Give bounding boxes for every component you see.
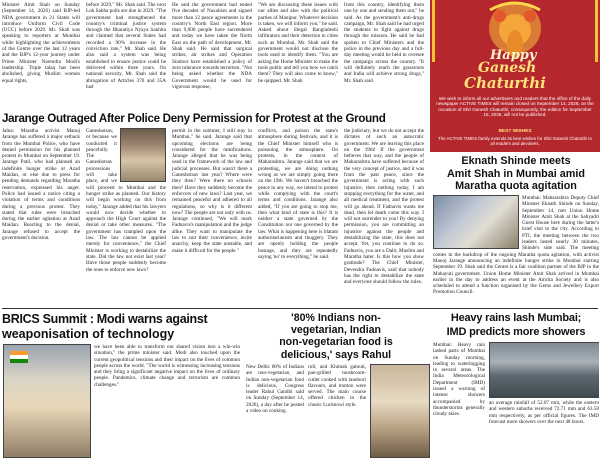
jarange-headline: Jarange Outraged After Police Deny Permission for Protest at the Ground (2, 112, 386, 125)
indians-col-2: roll, and Khimah galouti, pan-grilled mushroom-cutlet cooked with tandoori flavours, and mutton were served. The main course offered chicken in the classic Lucknowi style. (308, 364, 366, 408)
rains-headline-line-1: Heavy rains lash Mumbai; (450, 312, 582, 324)
shinde-photo (433, 195, 519, 249)
brics-headline-line-1: BRICS Summit : Modi warns against (2, 312, 208, 326)
indians-headline (244, 312, 428, 361)
top-story-col-3: He said the government had ended five decades of Naxalism and signed more than 12 peace agreements in the country's North East region. More than 9,000 people have surrendered and today we have taken the North East on the path of development, Mr. Shah said. He said that surgical strikes, air strikes and Operation Sindoor have established a policy of zero tolerance towards terrorism. "Not being asked whether the NDA Government would be used for vigorous response, (172, 2, 252, 90)
shinde-headline (432, 155, 600, 193)
ad-title-chaturthi: Chaturthi (464, 74, 546, 92)
top-story-col-2: before 2029," Mr. Shah said. The next Lok Sabha polls are due in 2029. "The government had strengthened the country's criminal justice system through the Bharatiya Nyaya Sanhita and claimed that several States had recorded a 90% increase in the conviction rate," Mr. Shah said. He also said a system was being established to ensure justice could be delivered within three years. On national security, Mr. Shah said the abrogation of Articles 370 and 35A had (86, 2, 166, 90)
jarange-col-2 (86, 128, 166, 306)
jarange-col-4: conflicts, and poison the state's atmosphere during festivals, and it is the Chief Minister himself who is poisoning the atmosphere. On protests, in the context of Maharashtra, Jarange said that we are protesting, we are doing nothing wrong as we are simply going there on the 19th. We haven't breached the peace in any way, we intend to protest while complying with the court's terms and conditions. Jarange also added, "If you are going to stop me, then what kind of state is this? It is neither a state governed by the Constitution nor one governed by the law. What is happening here is blatant authoritarianism and thuggery. They are openly holding the people hostage, and they are repeatedly saying 'no' to everything," he said. (258, 128, 338, 260)
rains-col-2 (489, 342, 599, 456)
rains-headline-line-2: IMD predicts more showers (446, 325, 586, 338)
indians-headline-line-3: non-vegetarian food is (279, 336, 393, 349)
ganesh-chaturthi-ad (430, 0, 600, 152)
jarange-col-3: permit in the summer, I still stay in Mumbai," he said. Jarange said that upcoming elections are being considered for the ramifications. Jarange alleged that he was being used in the framework of the law and judicial processes. But wasn't there a Ganeshotsav last year? Where were they then? Were there no schools then? Have they suddenly become the enforcers of new laws? Last year, we remained peaceful and adhered to all regulations, so why is it different now? The people are not only with us. Jarange continued, "We will mark Fadnavis's manipulation and the judge alike. They want to manipulate the law to suit their convenience, incite anarchy, keep the state unstable, and make it difficult for the people." (172, 128, 252, 254)
shinde-body (433, 195, 599, 307)
rains-col-1: Mumbai: Heavy rain lashed parts of Mumbai on Sunday morning, leading to waterlogging in several areas. The India Meteorological Department (IMD) issued a warning of intense showers accompanied by thunderstorms generally cloudy skies. (433, 342, 485, 418)
ad-title-happy: Happy (490, 48, 537, 63)
rains-photo (489, 342, 599, 398)
jarange-col-2-text: Ganeshotsav, or because we conducted it peacefully. The Ganeshotsav processions will take place, and we will proceed to Mumbai and the hunger strike as planned. Our history will begin working on this from today," Jarange added that his lawyers would now decide whether to approach the High Court against the denial or take other measures. "The government has trampled upon the law. The law cannot be applied merely for convenience," the Chief Minister is working to destabilize the state. Did the law not exist last year? Have those people suddenly become the ones to enforce new laws? (86, 128, 166, 273)
jarange-col-1: Jalna: Maratha activist Manoj Jarange has suffered a major setback from the Mumbai Police, who have denied permission for his planned protest in Mumbai on September 19. Jarange Patil, who had planned an indefinite hunger strike at Azad Maidan, or else due to press for pending demands regarding Maratha reservation, expressed his anger. Police had issued a notice citing a violation of terms and conditions during a previous protest. They stated that rules were breached during the earlier agitation at Azad Maidan. Reacting to the denial, Jarange refused to accept the government's decision. (2, 128, 80, 242)
shinde-body-text: Mumbai: Maharashtra Deputy Chief Minister Eknath Shinde on Sunday, September 14, met Union Home Minister Amit Shah at the Sahyadri Guest House here during the latter's brief visit to the city. According to PTI, the meeting between the two leaders lasted nearly 30 minutes, Shinde's side said. The meeting comes in the backdrop of the ongoing Maratha quota agitation, with activist Manoj Jarange announcing an indefinite hunger strike in Mumbai starting September 19. Shah said the Centre is a fair coalition partner of the BJP in the Mahayuti government. Union Home Minister Amit Shah arrived in Mumbai earlier in the day to address an event at the Amrita Society and is also scheduled to attend a function organised by the Gems and Jewellery Export Promotion Council. (433, 195, 599, 296)
shinde-headline-line-1: Eknath Shinde meets (461, 155, 571, 167)
indians-headline-line-4: delicious,' says Rahul (280, 348, 392, 361)
rains-col-2-text: an average rainfall of 52.07 mm, while the eastern and western suburbs received 72.71 mm and 63.58 mm respectively, as per official figures. The IMD forecast more showers over the next 48 hours. (489, 400, 599, 425)
top-story-col-5: from this country, identifying them one by one and sending them out," he said. As the government's anti-drugs campaign, Mr. Shah said he had urged the students to fight against drugs through the mission. He said he had spoken to Chief Ministers and the police in the previous day and a full-day meeting would be held to oversee the campaign across the country. "It will definitely reach the grassroots and India will achieve strong drugs," Mr. Shah said. (344, 2, 424, 84)
shinde-headline-line-3: Maratha quota agitation (455, 180, 577, 192)
indians-photo (370, 364, 430, 458)
ad-best-wishes: BEST WISHES (498, 129, 532, 134)
brics-photo (3, 344, 91, 458)
jarange-col-5: the judiciary, but we do not accept the dictates of such an autocratic government. We are leaving this place on the 19th! If the government believes that way, and the people of Maharashtra have suffered because of the very concept of justice, and it was from the past peace, since the government is acting with such injustice, then nothing today, I am stopping everything for the water, and all medical treatment, and the protest will go ahead. If Fadnavis wants me dead, then let death come this way. I will not surrender to you! By denying permission, you are committing an injustice against the people and destabilizing the state, this does not accept. Yet, you continue to do so. Fadnavis, you are a Dalit, Muslim and Maratha hater. Is this how you show gratitude? The Chief Minister, Devendra Fadnavis, said that nobody has the right to destabilize the state and everyone should follow the rules. (344, 128, 424, 286)
section-divider (2, 308, 598, 309)
ad-title-ganesh: Ganesh (478, 60, 537, 76)
jarange-photo (120, 128, 166, 182)
brics-photo-flag (10, 351, 28, 363)
rains-headline (432, 312, 600, 339)
ad-footer: The ACTIVE TIMES family extends its best wishes for Shri Ganesh Chaturthi to all readers and devotees. (438, 136, 592, 147)
top-story-col-1: Minister Amit Shah on Sunday (September 14, 2026) said BJP-led NDA government in 21 States will introduce Uniform Civil Code (UCC) before 2029. Mr. Shah was speaking to reporters at Mumbai while highlighting the achievements of the Centre over the last 12 years and the BJP's 12-year journey under Prime Minister Narendra Modi's leadership. Triple talaq has been abolished, giving Muslim women equal rights, (2, 2, 80, 84)
brics-headline-line-2: weaponisation of technology (2, 327, 175, 341)
indians-headline-line-2: vegetarian, Indian (290, 324, 382, 337)
indians-headline-line-1: '80% Indians non- (291, 312, 381, 324)
top-story-col-4: "We are discussing these issues with our allies and also with the political parties of Manipur. Whatever decision is taken, we will inform you," he said. Asked about illegal Bangladeshi infiltrators and their detection in cities such as Mumbai, Mr. Shah said the government would not disclose the tools used to identify them. "You are asking the Home Minister to make the tools public and tell you how we catch them? They will also come to know," he quipped. Mr. Shah (258, 2, 338, 84)
brics-headline (2, 312, 240, 342)
shinde-headline-line-2: Amit Shah in Mumbai amid (447, 167, 585, 180)
brics-body: we have been able to transform our shared vision into a win-win situation," the prime minister said. Modi also touched upon the current geopolitical tensions and their impact on the lives of common people across the world. "The world is witnessing increasing tensions and they bring a significant negative impact on the lives of ordinary people. Pandemics, climate change and terrorism are common challenges." (94, 344, 240, 388)
indians-col-1: New Delhi: 80% of Indians are non-vegetarian, and Indian non-vegetarian food is delicious, Congress leader Rahul Gandhi said on Sunday (September 14, 2026), a day after he posted a video on cooking. (246, 364, 304, 415)
ad-body: We wish to inform all our advertisers and readers that the office of the daily newspaper ACTIVE TIMES will remain closed on September 14, 2026, on the occasion of Shri Ganesh Chaturthi; consequently, the edition for September 15, 2026, will not be published. (436, 96, 594, 118)
